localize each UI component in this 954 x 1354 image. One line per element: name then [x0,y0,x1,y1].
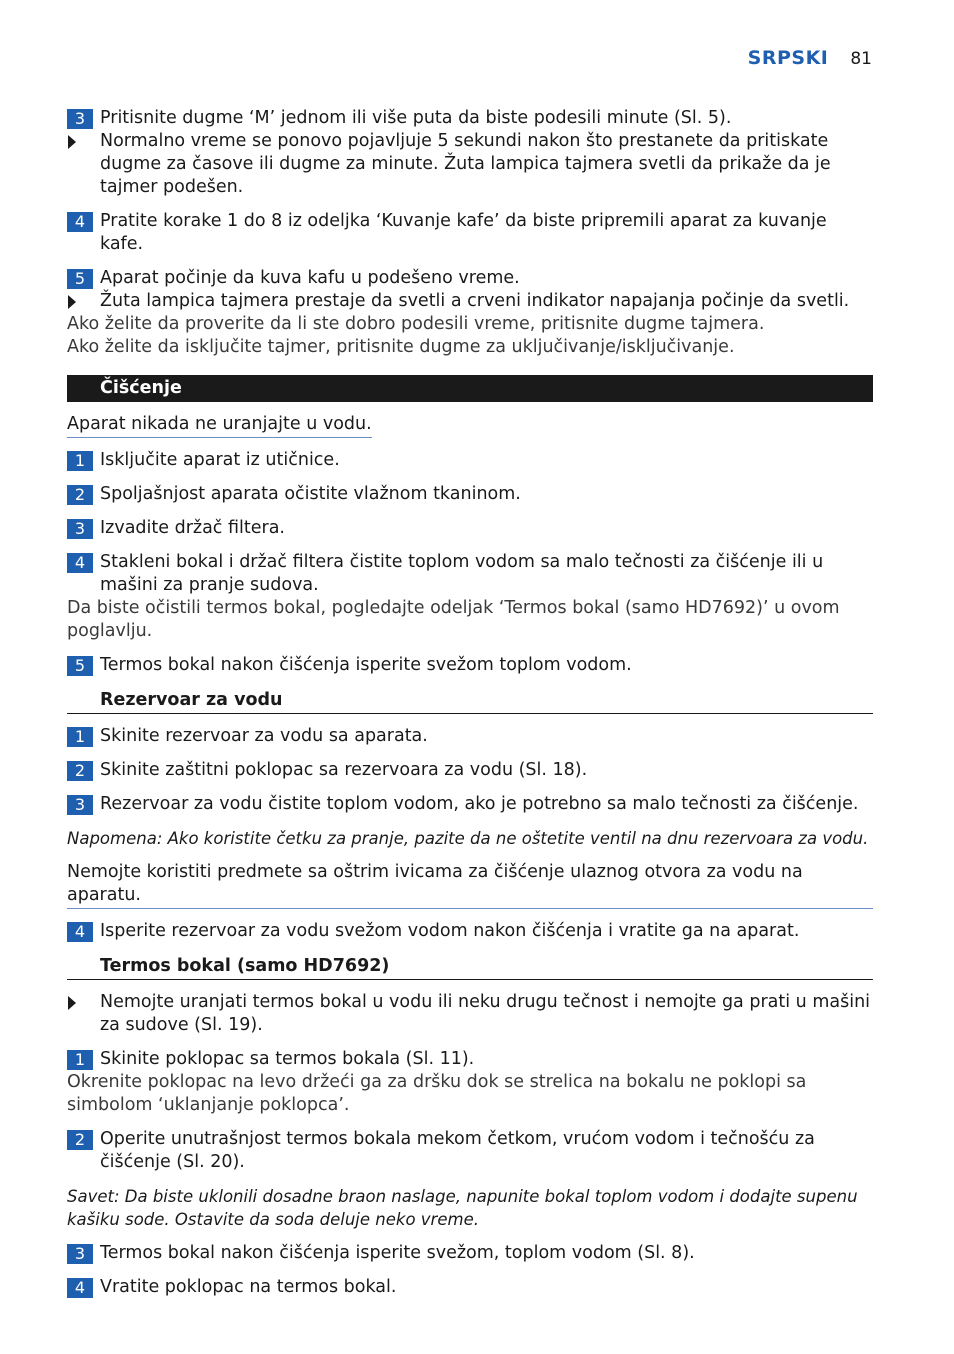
step-number: 3 [67,519,93,539]
result-arrow-icon [68,996,76,1010]
step-text: Termos bokal nakon čišćenja isperite svežom, toplom vodom (Sl. 8). [100,1243,695,1263]
step-block [67,483,873,506]
step-block [67,449,873,472]
step-text: Termos bokal nakon čišćenja isperite svežom toplom vodom. [100,655,632,675]
step-text: Stakleni bokal i držač filtera čistite toplom vodom sa malo tečnosti za čišćenje ili u mašini za pranje sudova. [100,552,824,595]
step-text: Aparat počinje da kuva kafu u podešeno vreme. [100,268,520,288]
info-text: Okrenite poklopac na levo držeći ga za dršku dok se strelica na bokalu ne poklopi sa simbolom ‘uklanjanje poklopca’. [67,1072,807,1115]
step-text: Spoljašnjost aparata očistite vlažnom tkaninom. [100,484,521,504]
warning-block [67,413,873,438]
language-label: SRPSKI [747,47,829,69]
info-text: Ako želite da proverite da li ste dobro podesili vreme, pritisnite dugme tajmera. [67,314,765,334]
info-text: Ako želite da isključite tajmer, pritisnite dugme za uključivanje/isključivanje. [67,337,735,357]
step-block [67,267,873,290]
step-block [67,210,873,256]
page-number: 81 [850,49,872,69]
step-text: Pratite korake 1 do 8 iz odeljka ‘Kuvanje kafe’ da biste pripremili aparat za kuvanje kafe. [100,211,827,254]
section-heading-cleaning: Čišćenje [67,375,873,402]
step-block [67,107,873,130]
result-arrow-icon [68,135,76,149]
step-number: 4 [67,212,93,232]
step-text: Skinite zaštitni poklopac sa rezervoara za vodu (Sl. 18). [100,760,588,780]
result-text: Nemojte uranjati termos bokal u vodu ili neku drugu tečnost i nemojte ga prati u mašini za sudove (Sl. 19). [100,992,871,1035]
step-number: 2 [67,1130,93,1150]
subheading-water-reservoir: Rezervoar za vodu [67,688,873,714]
step-block [67,920,873,943]
warning-text: Nemojte koristiti predmete sa oštrim ivicama za čišćenje ulaznog otvora za vodu na aparatu. [67,861,873,909]
result-text: Žuta lampica tajmera prestaje da svetli a crveni indikator napajanja počinje da svetli. [100,291,850,311]
step-number: 4 [67,1278,93,1298]
step-block [67,1242,873,1265]
step-number: 4 [67,553,93,573]
step-block [67,1048,873,1071]
result-arrow-icon [68,295,76,309]
step-text: Pritisnite dugme ‘M’ jednom ili više puta da biste podesili minute (Sl. 5). [100,108,732,128]
step-number: 3 [67,109,93,129]
step-number: 3 [67,1244,93,1264]
step-block [67,551,873,597]
subheading-thermos-jug: Termos bokal (samo HD7692) [67,954,873,980]
step-block [67,1128,873,1174]
step-block [67,517,873,540]
step-block [67,725,873,748]
result-block [67,991,873,1037]
step-number: 3 [67,795,93,815]
note-text: Napomena: Ako koristite četku za pranje, pazite da ne oštetite ventil na dnu rezervoara za vodu. [67,829,869,848]
step-block [67,759,873,782]
tip-text: Savet: Da biste uklonili dosadne braon naslage, napunite bokal toplom vodom i dodajte supenu kašiku sode. Ostavite da soda deluje neko vreme. [67,1187,858,1229]
step-number: 2 [67,485,93,505]
page-header [748,47,872,69]
step-number: 1 [67,727,93,747]
step-text: Rezervoar za vodu čistite toplom vodom, ako je potrebno sa malo tečnosti za čišćenje. [100,794,859,814]
step-text: Izvadite držač filtera. [100,518,285,538]
step-text: Isperite rezervoar za vodu svežom vodom nakon čišćenja i vratite ga na aparat. [100,921,800,941]
step-number: 5 [67,656,93,676]
warning-text: Aparat nikada ne uranjajte u vodu. [67,413,372,438]
step-number: 1 [67,451,93,471]
step-number: 1 [67,1050,93,1070]
result-block [67,290,873,313]
step-number: 2 [67,761,93,781]
step-text: Vratite poklopac na termos bokal. [100,1277,397,1297]
warning-block [67,861,873,909]
step-block [67,654,873,677]
result-text: Normalno vreme se ponovo pojavljuje 5 sekundi nakon što prestanete da pritiskate dugme za časove ili dugme za minute. Žuta lampica tajmera svetli da prikaže da je tajmer podešen. [100,131,831,197]
info-text: Da biste očistili termos bokal, pogledajte odeljak ‘Termos bokal (samo HD7692)’ u ovom poglavlju. [67,598,840,641]
step-text: Skinite rezervoar za vodu sa aparata. [100,726,428,746]
result-block [67,130,873,199]
step-number: 4 [67,922,93,942]
page-content [67,107,873,1299]
step-text: Skinite poklopac sa termos bokala (Sl. 11). [100,1049,475,1069]
step-text: Isključite aparat iz utičnice. [100,450,340,470]
step-number: 5 [67,269,93,289]
step-block [67,1276,873,1299]
step-text: Operite unutrašnjost termos bokala mekom četkom, vrućom vodom i tečnošću za čišćenje (Sl. 20). [100,1129,815,1172]
step-block [67,793,873,816]
